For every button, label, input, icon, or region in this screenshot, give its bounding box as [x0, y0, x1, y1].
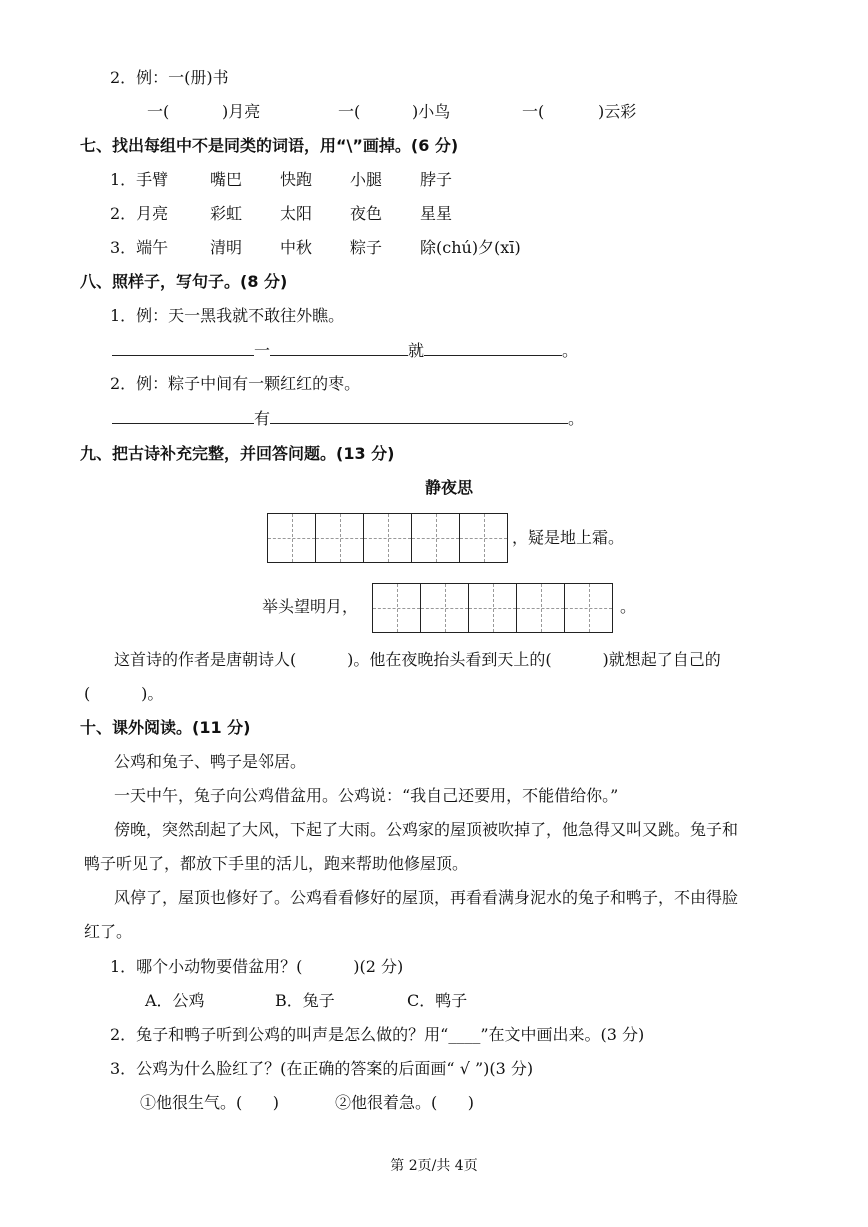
poem-line-1-suffix: ，疑是地上霜。 — [512, 528, 625, 547]
reading-paragraph-2: 一天中午，兔子向公鸡借盆用。公鸡说：“我自己还要用，不能借给你。” — [114, 786, 619, 805]
sec7-word: 粽子 — [350, 238, 383, 257]
sec7-word: 快跑 — [280, 170, 313, 189]
sec7-word: 2．月亮 — [110, 204, 169, 223]
sec7-word: 3．端午 — [110, 238, 169, 257]
reading-paragraph-4b: 红了。 — [84, 922, 133, 941]
reading-paragraph-4a: 风停了，屋顶也修好了。公鸡看看修好的屋顶，再看看满身泥水的兔子和鸭子，不由得脸 — [114, 888, 739, 907]
reading-paragraph-3a: 傍晚，突然刮起了大风，下起了大雨。公鸡家的屋顶被吹掉了，他急得又叫又跳。兔子和 — [114, 820, 739, 839]
reading-paragraph-1: 公鸡和兔子、鸭子是邻居。 — [114, 752, 307, 771]
q1-option-a[interactable]: A．公鸡 — [145, 991, 205, 1010]
sec7-word: 清明 — [210, 238, 243, 257]
sec8-answer-line-1[interactable]: 一 就 。 — [112, 341, 578, 361]
sec7-word: 夜色 — [350, 204, 383, 223]
page-footer: 第 2页/共 4页 — [390, 1158, 478, 1174]
q3-option-2[interactable]: ②他很着急。( ) — [335, 1093, 475, 1112]
sec6-item-3-close: )云彩 — [598, 102, 637, 121]
reading-question-1: 1．哪个小动物要借盆用？( )(2 分) — [110, 957, 404, 976]
q1-option-c[interactable]: C．鸭子 — [407, 991, 468, 1010]
sec8-example-2: 2．例：粽子中间有一颗红红的枣。 — [110, 374, 361, 393]
sec7-word: 除(chú)夕(xī) — [420, 238, 521, 257]
poem-cell[interactable] — [373, 584, 421, 632]
poem-line-2-suffix: 。 — [620, 597, 637, 616]
poem-cell[interactable] — [469, 584, 517, 632]
sec8-answer-line-2[interactable]: 有 。 — [112, 409, 584, 429]
poem-cell[interactable] — [412, 514, 460, 562]
sec9-question-b: ( )。 — [84, 684, 164, 703]
sec7-title: 七、找出每组中不是同类的词语，用“\”画掉。(6 分) — [80, 136, 459, 155]
reading-question-3: 3．公鸡为什么脸红了？(在正确的答案的后面画“ √ ”)(3 分) — [110, 1059, 534, 1078]
poem-cell[interactable] — [517, 584, 565, 632]
poem-cell[interactable] — [460, 514, 508, 562]
sec6-item-2-open: 一( — [338, 102, 361, 121]
q1-option-b[interactable]: B．兔子 — [275, 991, 335, 1010]
reading-question-2: 2．兔子和鸭子听到公鸡的叫声是怎么做的？用“____”在文中画出来。(3 分) — [110, 1025, 645, 1044]
poem-cell[interactable] — [565, 584, 613, 632]
poem-grid-line-2[interactable] — [372, 583, 613, 633]
poem-title: 静夜思 — [425, 478, 474, 497]
sec7-word: 嘴巴 — [210, 170, 243, 189]
sec9-question-a: 这首诗的作者是唐朝诗人( )。他在夜晚抬头看到天上的( )就想起了自己的 — [114, 650, 721, 669]
sec6-q2-example: 2．例：一(册)书 — [110, 68, 229, 87]
sec7-word: 小腿 — [350, 170, 383, 189]
sec6-item-1-open: 一( — [147, 102, 170, 121]
sec7-word: 星星 — [420, 204, 453, 223]
poem-cell[interactable] — [364, 514, 412, 562]
sec8-title: 八、照样子，写句子。(8 分) — [80, 272, 288, 291]
sec7-word: 中秋 — [280, 238, 313, 257]
sec7-word: 1．手臂 — [110, 170, 169, 189]
poem-cell[interactable] — [421, 584, 469, 632]
sec7-word: 彩虹 — [210, 204, 243, 223]
poem-line-2-prefix: 举头望明月， — [262, 597, 359, 616]
sec6-item-3-open: 一( — [522, 102, 545, 121]
sec10-title: 十、课外阅读。(11 分) — [80, 718, 251, 737]
sec6-item-2-close: )小鸟 — [412, 102, 451, 121]
poem-grid-line-1[interactable] — [267, 513, 508, 563]
sec7-word: 太阳 — [280, 204, 313, 223]
sec9-title: 九、把古诗补充完整，并回答问题。(13 分) — [80, 444, 395, 463]
sec6-item-1-close: )月亮 — [222, 102, 261, 121]
sec8-example-1: 1．例：天一黑我就不敢往外瞧。 — [110, 306, 345, 325]
reading-paragraph-3b: 鸭子听见了，都放下手里的活儿，跑来帮助他修屋顶。 — [84, 854, 469, 873]
q3-option-1[interactable]: ①他很生气。( ) — [140, 1093, 280, 1112]
poem-cell[interactable] — [316, 514, 364, 562]
poem-cell[interactable] — [268, 514, 316, 562]
sec7-word: 脖子 — [420, 170, 453, 189]
